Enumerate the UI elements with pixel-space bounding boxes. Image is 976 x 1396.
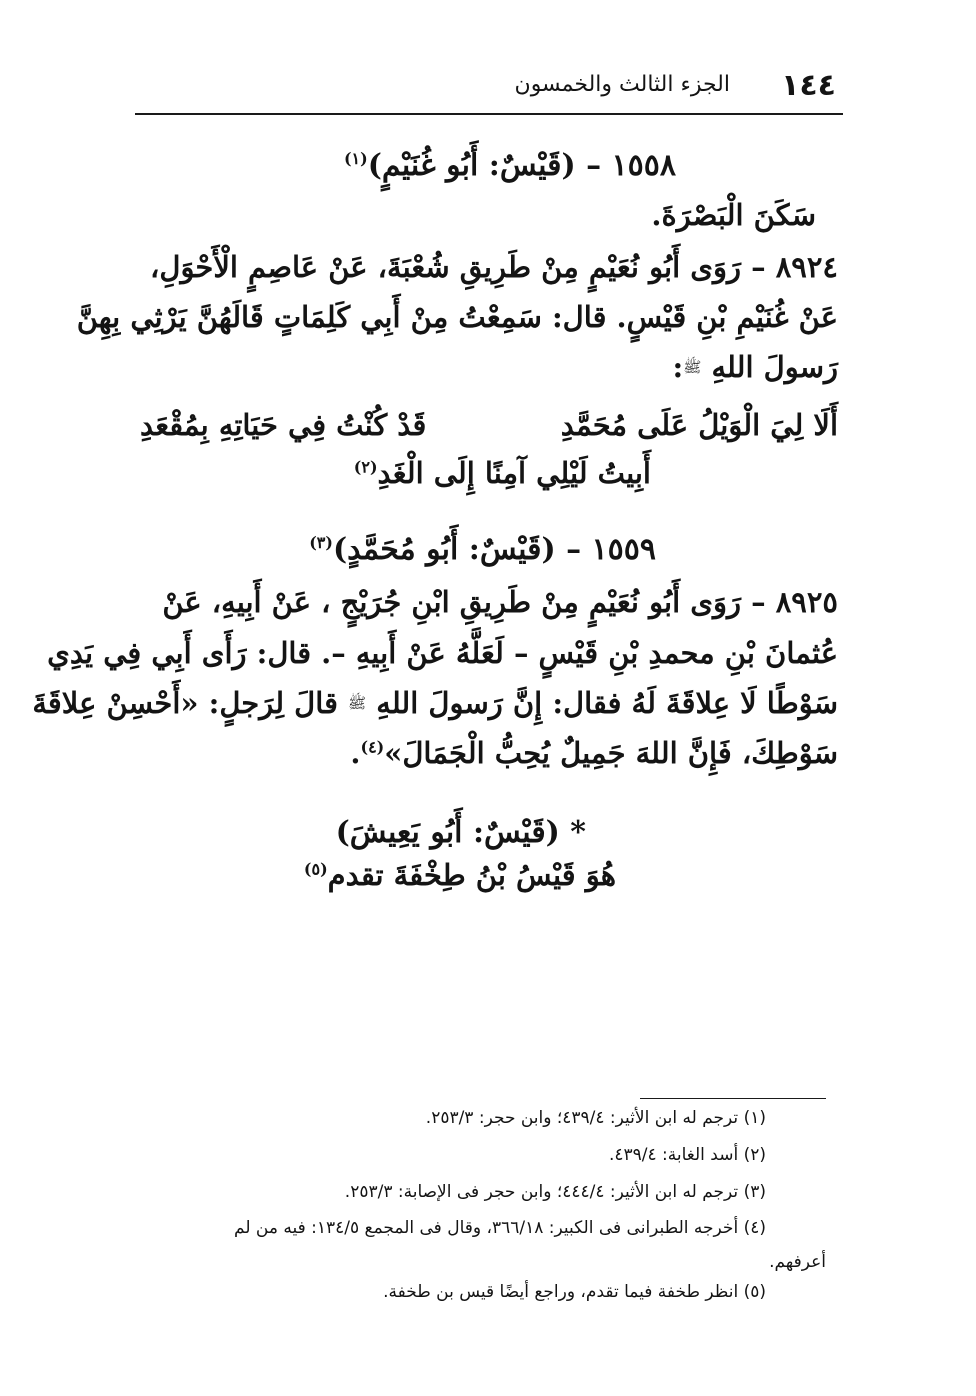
text-span: رَسولَ اللهِ xyxy=(711,350,838,384)
text-span: سَوْطًا لَا عِلاقَةَ لَهُ فقال: إِنَّ رَسولَ اللهِ xyxy=(376,686,838,720)
text-span: . xyxy=(350,736,361,770)
entry-body-abu-yaish xyxy=(304,858,616,892)
hadith-8924-line-2: عَنْ غُنَيْمِ بْنِ قَيْسٍ. قال: سَمِعْتُ مِنْ أَبِي كَلِمَاتٍ قَالَهُنَّ يَرْثِي بِهِنَّ xyxy=(76,300,838,334)
footnote-ref: (١) xyxy=(343,149,368,168)
header-rule xyxy=(135,113,843,115)
hadith-8925-line-2: عُثمانَ بْنِ محمدِ بْنِ قَيْسٍ – لَعَلَّهُ عَنْ أَبِيهِ –. قال: رَأَى أَبِي فِي يَدِي xyxy=(47,636,838,670)
footnote-text: انظر طخفة فيما تقدم، وراجع أيضًا قيس بن طخفة. xyxy=(383,1282,739,1302)
entry-heading-abu-yaish: * (قَيْسٌ: أَبُو يَعِيشَ) xyxy=(335,815,586,850)
footnote-text: ترجم له ابن الأثير: ٤٤٤/٤؛ وابن حجر فى الإصابة: ٢٥٣/٣. xyxy=(344,1182,739,1202)
footnote-marker: (١) xyxy=(743,1108,766,1128)
footnote-ref: (٢) xyxy=(353,457,378,477)
hadith-8925-line-1: ٨٩٢٥ – رَوَى أَبُو نُعَيْمٍ مِنْ طَرِيقِ ابْنِ جُرَيْجٍ ، عَنْ أَبِيهِ، عَنْ xyxy=(162,585,838,619)
footnote-marker: (٢) xyxy=(743,1145,766,1165)
hadith-8925-line-3 xyxy=(32,686,838,720)
entry-heading-1558 xyxy=(344,148,676,183)
salla-ligature: ﷺ xyxy=(348,694,367,712)
hadith-8924-line-1: ٨٩٢٤ – رَوَى أَبُو نُعَيْمٍ مِنْ طَرِيقِ شُعْبَةَ، عَنْ عَاصِمٍ الْأَحْوَلِ، xyxy=(150,250,838,284)
footnote-text: أسد الغابة: ٤٣٩/٤. xyxy=(608,1145,739,1165)
hadith-8925-line-4 xyxy=(350,736,838,770)
entry-heading-text: ١٥٥٨ – (قَيْسٌ: أَبُو غُنَيْمٍ) xyxy=(367,148,676,183)
text-span: : xyxy=(672,350,684,384)
verse-1-right-hemistich: أَلَا لِيَ الْوَيْلُ عَلَى مُحَمَّدِ xyxy=(560,408,838,442)
hadith-8924-line-3 xyxy=(673,350,838,384)
text-span: قالَ لِرَجلٍ: «أَحْسِنْ عِلاقَةَ xyxy=(32,686,338,720)
running-header xyxy=(138,68,838,108)
verse-1-left-hemistich: قَدْ كُنْتُ فِي حَيَاتِهِ بِمُقْعَدِ xyxy=(140,408,427,442)
verse-2 xyxy=(354,456,651,490)
footnote-2 xyxy=(609,1145,766,1165)
text-span: سَوْطِكَ، فَإِنَّ اللهَ جَمِيلٌ يُحِبُّ الْجَمَالَ» xyxy=(384,736,838,770)
entry-intro-1558: سَكَنَ الْبَصْرَةَ. xyxy=(651,198,816,232)
footnote-1 xyxy=(426,1108,766,1128)
salla-ligature: ﷺ xyxy=(683,358,702,376)
footnote-ref: (٥) xyxy=(303,859,328,879)
text-span: أَبِيتُ لَيْلِي آمِنًا إِلَى الْغَدِ xyxy=(377,456,651,490)
footnote-ref: (٤) xyxy=(360,737,385,757)
footnote-3 xyxy=(345,1182,766,1202)
entry-heading-text: ١٥٥٩ – (قَيْسٌ: أَبُو مُحَمَّدٍ) xyxy=(332,532,656,567)
text-span: هُوَ قَيْسُ بْنُ طِخْفَةَ تقدم xyxy=(327,858,616,892)
footnote-marker: (٣) xyxy=(743,1182,766,1202)
footnote-text: ترجم له ابن الأثير: ٤٣٩/٤؛ وابن حجر: ٢٥٣/٣. xyxy=(425,1108,739,1128)
footnote-4-continuation: أعرفهم. xyxy=(769,1252,826,1272)
footnote-text: أخرجه الطبرانى فى الكبير: ٣٦٦/١٨، وقال فى المجمع ١٣٤/٥: فيه من لم xyxy=(234,1218,739,1238)
footnote-5 xyxy=(383,1282,766,1302)
footnote-ref: (٣) xyxy=(309,533,333,552)
footnote-marker: (٥) xyxy=(743,1282,766,1302)
footnote-4 xyxy=(234,1218,766,1238)
page-number: ١٤٤ xyxy=(781,68,836,103)
running-title: الجزء الثالث والخمسون xyxy=(514,72,730,97)
entry-heading-1559 xyxy=(309,532,656,567)
footnote-rule xyxy=(640,1098,826,1099)
footnote-marker: (٤) xyxy=(743,1218,766,1238)
